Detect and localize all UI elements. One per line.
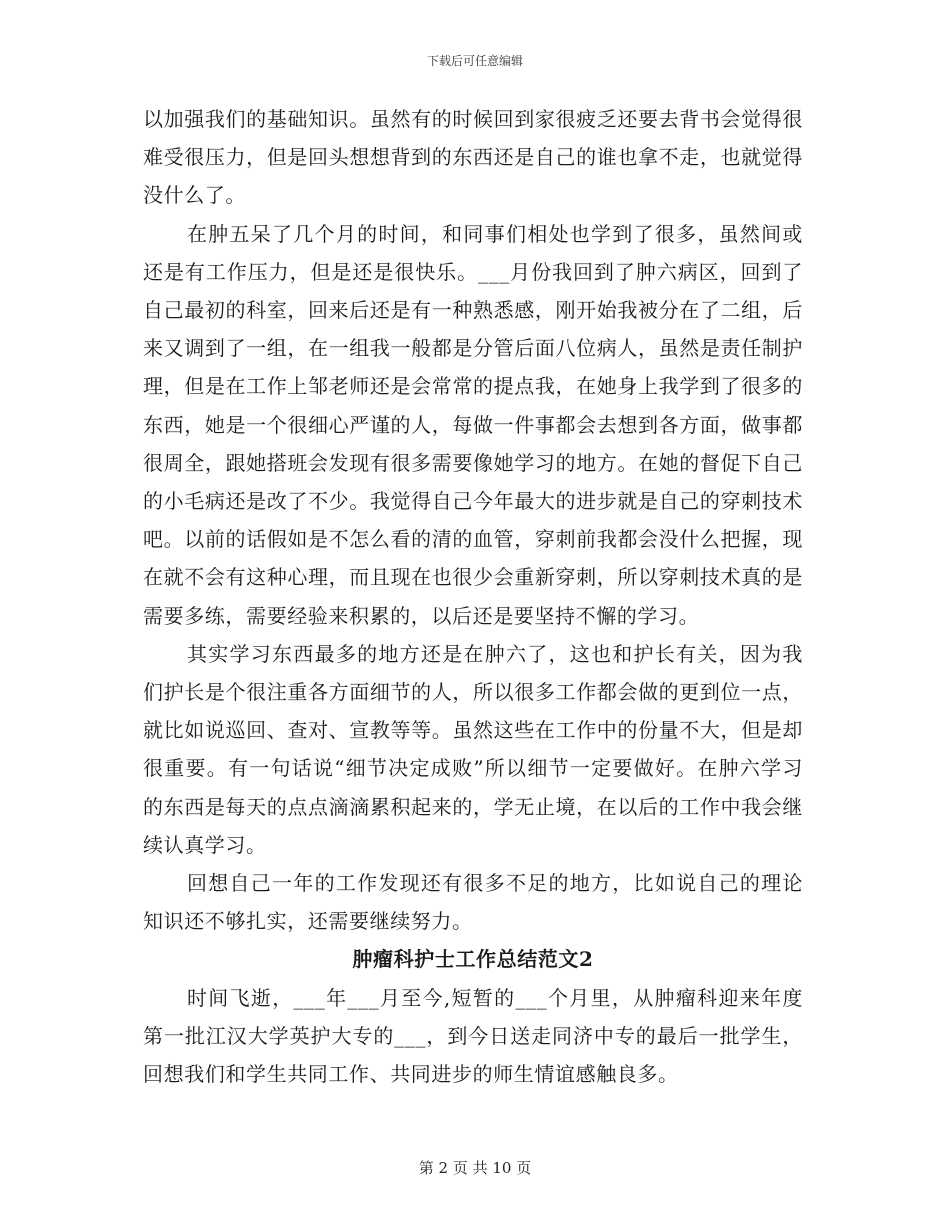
document-body [143,100,803,1093]
paragraph-zhong-liu: 其实学习东西最多的地方还是在肿六了，这也和护长有关，因为我们护长是个很注重各方面细节的人，所以很多工作都会做的更到位一点，就比如说巡回、查对、宣教等等。虽然这些在工作中的份量不大，但是却很重要。有一句话说“细节决定成败”所以细节一定要做好。在肿六学习的东西是每天的点点滴滴累积起来的，学无止境，在以后的工作中我会继续认真学习。 [143,641,803,857]
section-title: 肿瘤科护士工作总结范文2 [352,947,594,972]
paragraph-zhong-wu: 在肿五呆了几个月的时间，和同事们相处也学到了很多，虽然间或还是有工作压力，但是还是很快乐。___月份我回到了肿六病区，回到了自己最初的科室，回来后还是有一种熟悉感，刚开始我被分在了二组，后来又调到了一组，在一组我一般都是分管后面八位病人，虽然是责任制护理，但是在工作上邹老师还是会常常的提点我，在她身上我学到了很多的东西，她是一个很细心严谨的人，每做一件事都会去想到各方面，做事都很周全，跟她搭班会发现有很多需要像她学习的地方。在她的督促下自己的小毛病还是改了不少。我觉得自己今年最大的进步就是自己的穿刺技术吧。以前的话假如是不怎么看的清的血管，穿刺前我都会没什么把握，现在就不会有这种心理，而且现在也很少会重新穿刺，所以穿刺技术真的是需要多练，需要经验来积累的，以后还是要坚持不懈的学习。 [143,221,803,628]
paragraph-continued: 以加强我们的基础知识。虽然有的时候回到家很疲乏还要去背书会觉得很难受很压力，但是回头想想背到的东西还是自己的谁也拿不走，也就觉得没什么了。 [143,107,803,208]
page-header: 下载后可任意编辑 [426,54,523,68]
page-footer: 第 2 页 共 10 页 [418,1159,532,1177]
paragraph-reflection: 回想自己一年的工作发现还有很多不足的地方，比如说自己的理论知识还不够扎实，还需要继续努力。 [143,871,803,934]
paragraph-section-intro: 时间飞逝，___年___月至今,短暂的___个月里，从肿瘤科迎来年度第一批江汉大学英护大专的___，到今日送走同济中专的最后一批学生，回想我们和学生共同工作、共同进步的师生情谊感触良多。 [143,985,803,1087]
